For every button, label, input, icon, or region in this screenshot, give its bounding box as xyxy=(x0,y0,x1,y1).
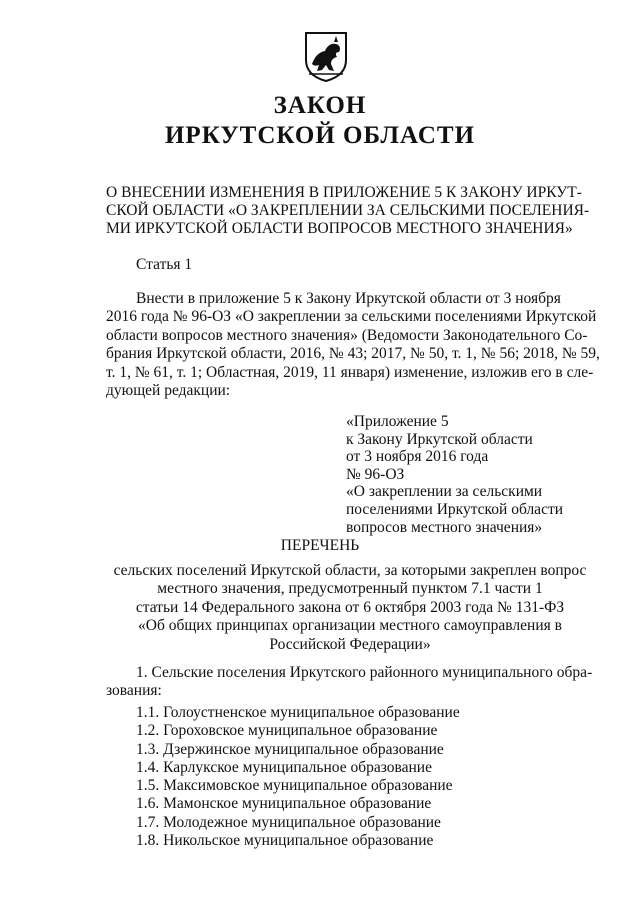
appendix-line: от 3 ноября 2016 года xyxy=(346,448,489,466)
list-description xyxy=(0,562,640,654)
list-item: 1.3. Дзержинское муниципальное образование xyxy=(136,740,444,758)
subject-line: МИ ИРКУТСКОЙ ОБЛАСТИ ВОПРОСОВ МЕСТНОГО ЗНАЧЕНИЯ» xyxy=(106,220,573,237)
list-item: 1.4. Карлукское муниципальное образование xyxy=(136,758,432,776)
body-line: Внести в приложение 5 к Закону Иркутской области от 3 ноября xyxy=(136,290,561,307)
settlement-list xyxy=(136,704,460,850)
section-line: 1. Сельские поселения Иркутского районного муниципального обра- xyxy=(136,664,593,681)
list-item: 1.6. Мамонское муниципальное образование xyxy=(136,795,432,813)
list-item: 1.7. Молодежное муниципальное образование xyxy=(136,813,441,831)
appendix-line: поселениями Иркутской области xyxy=(346,500,564,518)
body-line: области вопросов местного значения» (Ведомости Законодательного Со- xyxy=(106,326,588,344)
law-title: ЗАКОН xyxy=(273,92,367,119)
appendix-line: «О закреплении за сельскими xyxy=(346,483,543,501)
article-heading: Статья 1 xyxy=(136,256,193,273)
law-subject xyxy=(106,184,592,238)
list-item: 1.8. Никольское муниципальное образование xyxy=(136,832,434,850)
body-line: т. 1, № 61, т. 1; Областная, 2019, 11 января) изменение, изложив его в сле- xyxy=(106,363,594,381)
description-line: сельских поселений Иркутской области, за которыми закреплен вопрос xyxy=(113,562,587,579)
list-item: 1.5. Максимовское муниципальное образование xyxy=(136,777,453,795)
list-title: ПЕРЕЧЕНЬ xyxy=(280,537,360,554)
subject-line: О ВНЕСЕНИИ ИЗМЕНЕНИЯ В ПРИЛОЖЕНИЕ 5 К ЗАКОНУ ИРКУТ- xyxy=(106,184,582,201)
body-line: дующей редакции: xyxy=(106,382,231,400)
appendix-line: № 96-ОЗ xyxy=(346,465,405,483)
body-line: брания Иркутской области, 2016, № 43; 2017, № 50, т. 1, № 56; 2018, № 59, xyxy=(106,345,600,363)
body-line: 2016 года № 96-ОЗ «О закреплении за сельскими поселениями Иркутской xyxy=(106,308,597,326)
list-item: 1.2. Гороховское муниципальное образование xyxy=(136,722,438,740)
appendix-line: к Закону Иркутской области xyxy=(346,430,533,448)
appendix-line: «Приложение 5 xyxy=(346,413,449,430)
description-line: местного значения, предусмотренный пунктом 7.1 части 1 xyxy=(157,580,543,598)
description-line: Российской Федерации» xyxy=(269,635,431,653)
region-title: ИРКУТСКОЙ ОБЛАСТИ xyxy=(164,122,476,149)
subject-line: СКОЙ ОБЛАСТИ «О ЗАКРЕПЛЕНИИ ЗА СЕЛЬСКИМИ ПОСЕЛЕНИЯ- xyxy=(106,202,590,219)
article-body xyxy=(106,290,600,400)
description-line: статьи 14 Федерального закона от 6 октября 2003 года № 131-ФЗ xyxy=(135,598,565,616)
appendix-heading xyxy=(346,413,563,536)
appendix-line: вопросов местного значения» xyxy=(346,518,543,536)
coat-of-arms-icon xyxy=(303,30,349,82)
section-heading xyxy=(106,664,592,701)
description-line: «Об общих принципах организации местного самоуправления в xyxy=(138,617,562,635)
section-line: зования: xyxy=(106,682,162,700)
list-item: 1.1. Голоустненское муниципальное образование xyxy=(136,704,460,721)
